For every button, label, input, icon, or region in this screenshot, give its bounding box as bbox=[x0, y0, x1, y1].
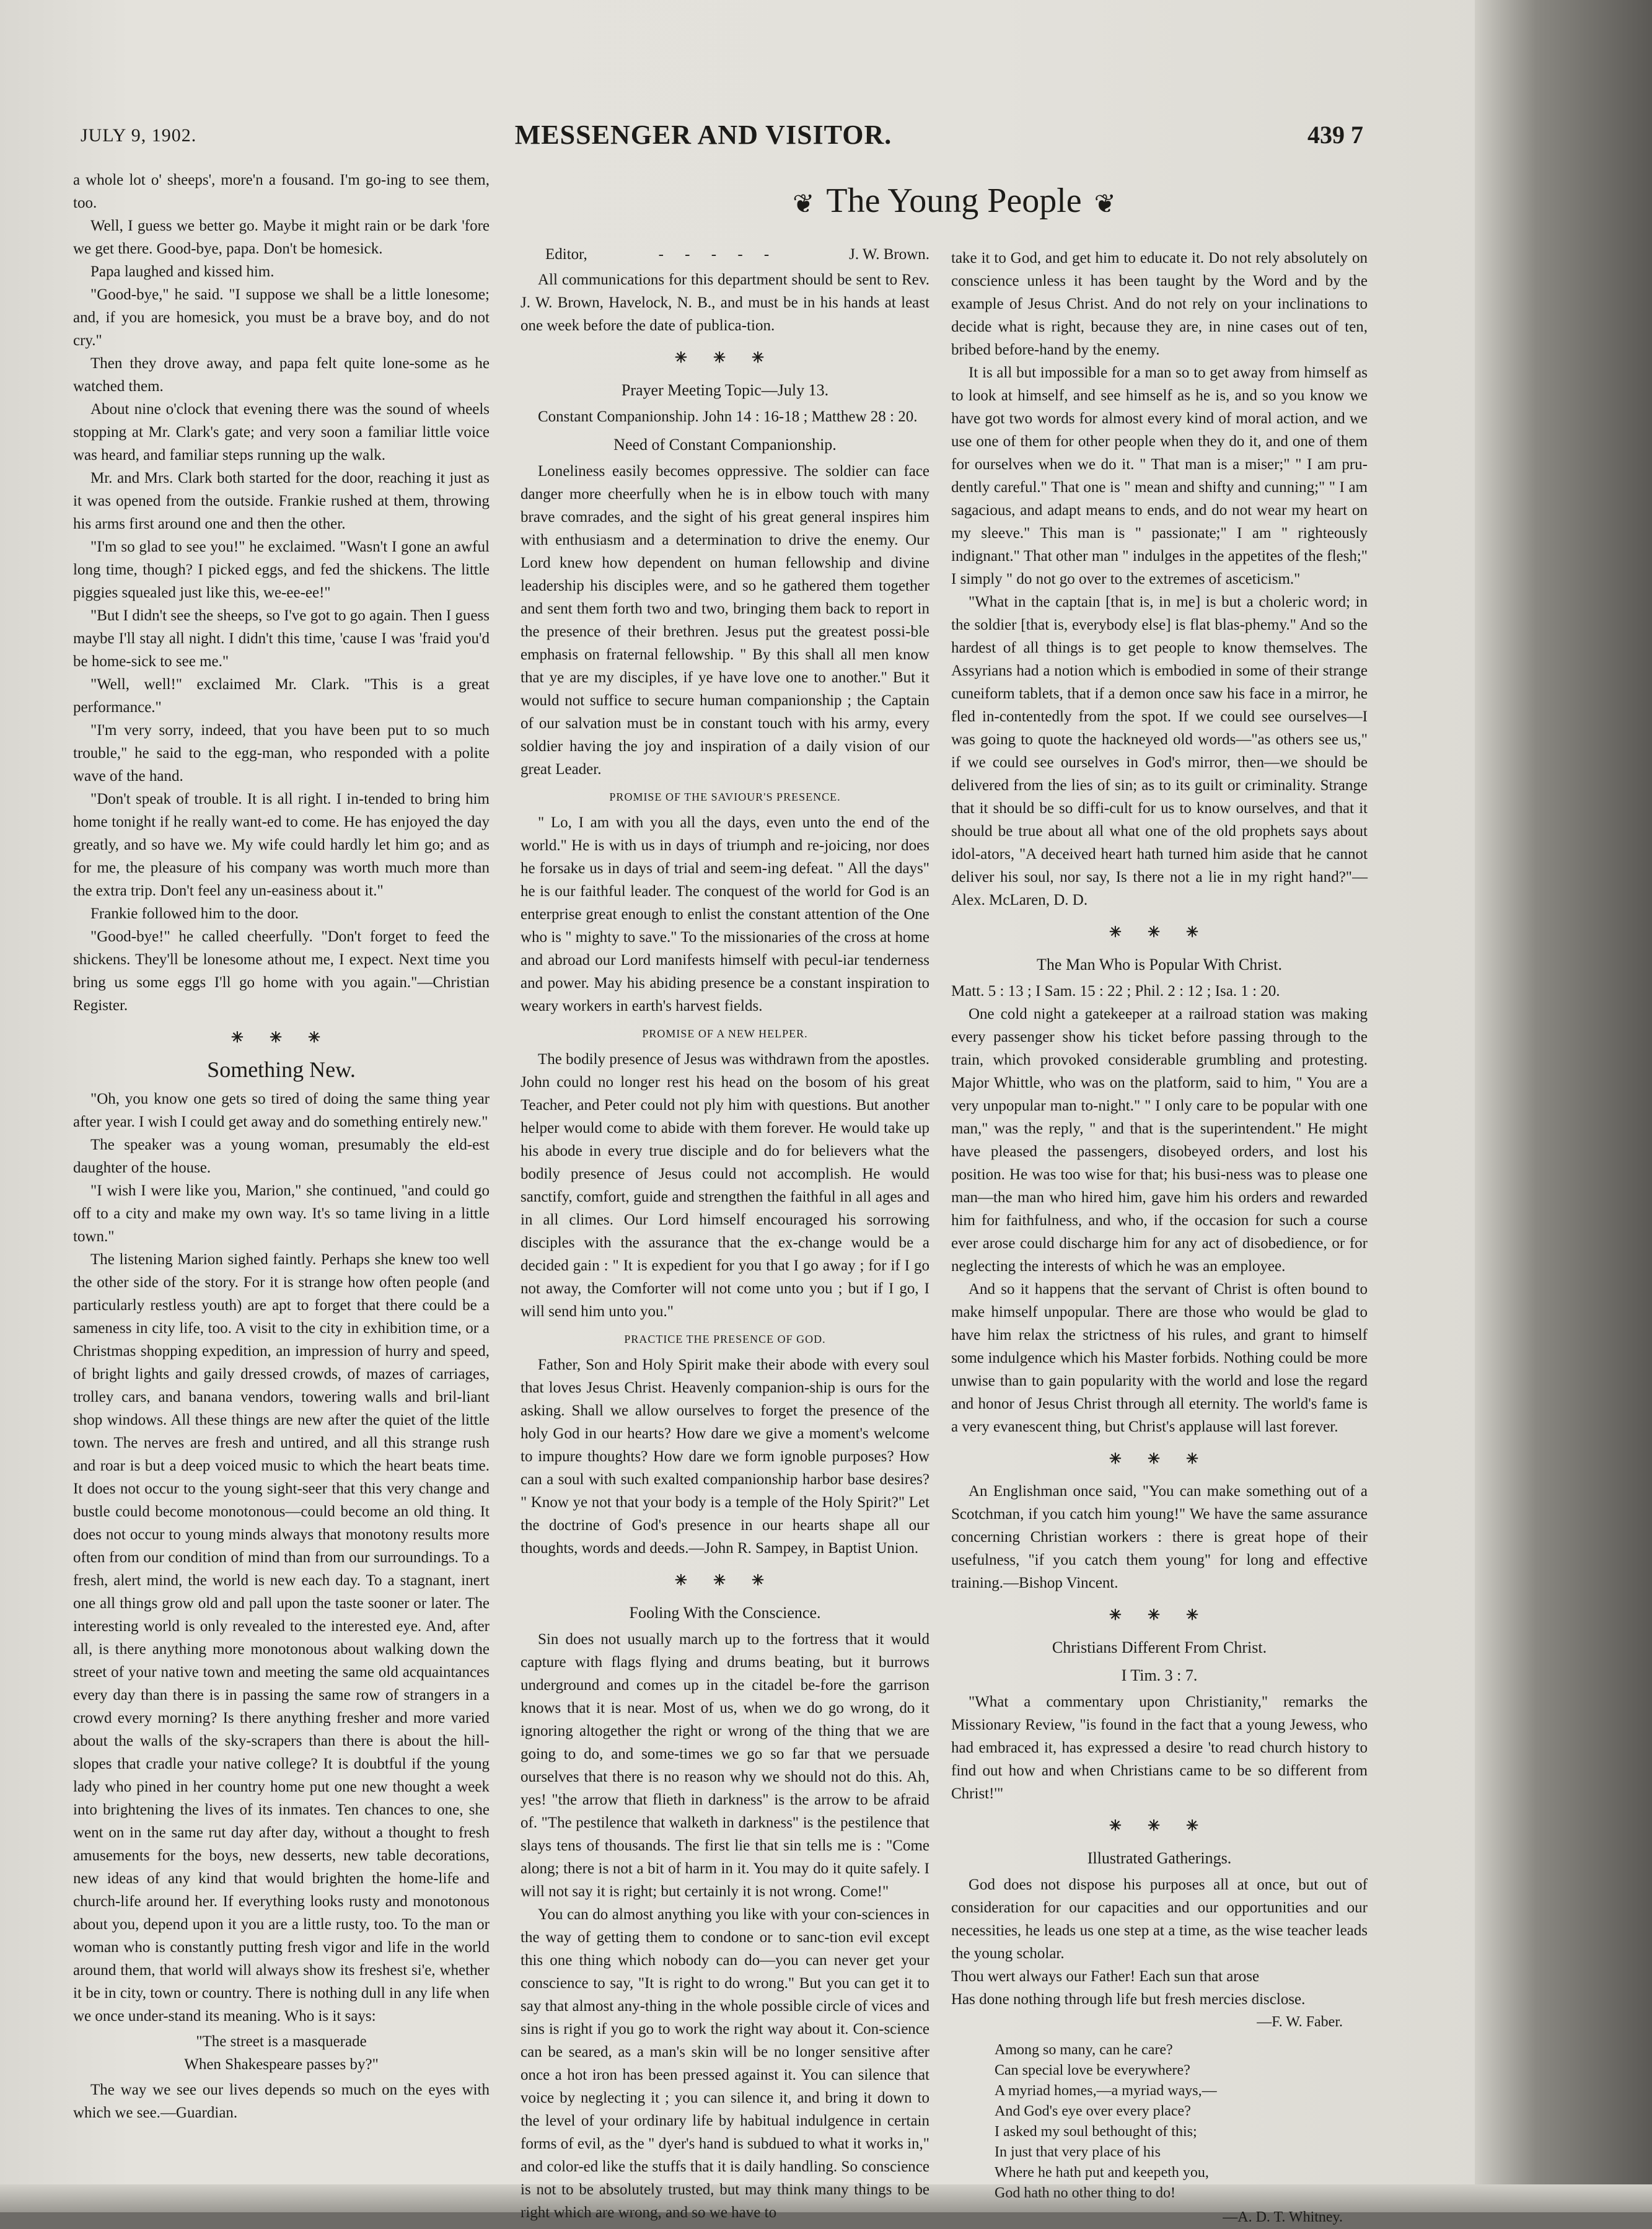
story-paragraph: About nine o'clock that evening there was the sound of wheels stopping at Mr. Clark's gate; and very soon a familiar little voice was heard, and familiar steps running up the walk. bbox=[73, 401, 490, 464]
poem-line: I asked my soul bethought of this; bbox=[995, 2124, 1197, 2140]
story-paragraph: Mr. and Mrs. Clark both started for the door, reaching it just as it was opened from the outside. Frankie rushed at them, throwing his arms first around one and then the other. bbox=[73, 470, 490, 532]
article-paragraph: God does not dispose his purposes all at once, but out of consideration for our capacities and our opportunities and our necessities, he leads us one step at a time, as the wise teacher leads the young scholar. bbox=[951, 1876, 1368, 1962]
poem-line: In just that very place of his bbox=[995, 2144, 1161, 2160]
article-paragraph: The speaker was a young woman, presumably the eld-est daughter of the house. bbox=[73, 1136, 490, 1176]
subheading: PROMISE OF A NEW HELPER. bbox=[642, 1027, 808, 1040]
poem-line: Among so many, can he care? bbox=[995, 2042, 1173, 2058]
article-heading: The Man Who is Popular With Christ. bbox=[1037, 956, 1282, 974]
scripture-ref: I Tim. 3 : 7. bbox=[1121, 1666, 1198, 1684]
section-title: The Young People bbox=[826, 182, 1082, 220]
topic-line: Constant Companionship. John 14 : 16-18 ; Matthew 28 : 20. bbox=[538, 408, 918, 425]
section-divider: ✳ ✳ ✳ bbox=[674, 350, 776, 366]
story-paragraph: Papa laughed and kissed him. bbox=[90, 263, 275, 280]
story-paragraph: "I'm very sorry, indeed, that you have been put to so much trouble," he said to the egg-man, who responded with a polite wave of the hand. bbox=[73, 722, 490, 785]
article-paragraph: Father, Son and Holy Spirit make their abode with every soul that loves Jesus Christ. Heavenly companion-ship is ours for the asking. Shall we allow ourselves to forget the presence of the holy God in our hearts? How dare we give a moment's welcome to impure thoughts? How dare we form ignoble purposes? How can a soul with such exalted companionship harbor base desires? " Know ye not that your body is a temple of the Holy Spirit?" Let the doctrine of God's presence in our hearts shape all our thoughts, words and deeds.—John R. Sampey, in Baptist Union. bbox=[521, 1356, 929, 1557]
poem bbox=[995, 2040, 1368, 2204]
section-divider: ✳ ✳ ✳ bbox=[231, 1030, 332, 1046]
section-divider: ✳ ✳ ✳ bbox=[1109, 1607, 1210, 1624]
poem-line: And God's eye over every place? bbox=[995, 2103, 1191, 2119]
article-paragraph: "What a commentary upon Christianity," remarks the Missionary Review, "is found in the fact that a young Jewess, who had embraced it, has expressed a desire 'to read church history to find out how and when Christians came to be so different from Christ!'" bbox=[951, 1694, 1368, 1802]
scanner-edge bbox=[1475, 0, 1652, 2212]
article-paragraph: Sin does not usually march up to the fortress that it would capture with flags flying and drums beating, but it burrows underground and comes up in the citadel be-fore the garrison knows that it is near. Most of us, when we do go wrong, do it ignoring altogether the right or wrong of the thing that we are going to do, and some-times we go so far that we persuade ourselves that there is no reason why we should not do this. Ah, yes! "the arrow that flieth in darkness" is the arrow to be afraid of. "The pestilence that walketh in darkness" is the pestilence that slays tens of thousands. The first lie that sin tells me is : "Come along; there is not a bit of harm in it. You may do it quite safely. I will not say it is right; but certainly it is not wrong. Come!" bbox=[521, 1631, 929, 1900]
poem-line: Where he hath put and keepeth you, bbox=[995, 2165, 1209, 2181]
article-closing: The way we see our lives depends so much on the eyes with which we see.—Guardian. bbox=[73, 2082, 490, 2121]
story-paragraph: "Don't speak of trouble. It is all right. I in-tended to bring him home tonight if he really want-ed to come. He has enjoyed the day greatly, and so have we. My wife could hardly let him go; and as for me, the pleasure of his company was worth much more than the extra trip. Don't feel any un-easiness about it." bbox=[73, 791, 490, 899]
editor-name: J. W. Brown. bbox=[849, 246, 929, 263]
quote-line: When Shakespeare passes by?" bbox=[184, 2056, 379, 2073]
faber-quote bbox=[951, 1965, 1368, 2034]
article-paragraph: Loneliness easily becomes oppressive. The soldier can face danger more cheerfully when he is in elbow touch with many brave comrades, and the sight of his great general inspires him with enthusiasm and a determination to drive the enemy. Our Lord knew how dependent on human fellowship and divine leadership his disciples were, and so he gathered them together and sent them forth two and two, bringing them back to report in the presence of their brethren. Jesus put the greatest possi-ble emphasis on fraternal fellowship. " By this shall all men know that ye are my disciples, if ye have love one to another." But it would not suffice to secure human companionship ; the Captain of our salvation must be in constant touch with his army, every soldier having the joy and inspiration of a daily vision of our great Leader. bbox=[521, 463, 929, 778]
quote-line: "The street is a masquerade bbox=[196, 2033, 367, 2050]
article-paragraph: And so it happens that the servant of Christ is often bound to make himself unpopular. There are those who would be glad to have him relax the strictness of his rules, and grant to himself some indulgence which his Master forbids. Nothing could be more unwise than to gain popularity with the world and lose the regard and honor of Jesus Christ through all eternity. The world's fame is a very evanescent thing, but Christ's applause will last forever. bbox=[951, 1281, 1368, 1435]
article-paragraph: An Englishman once said, "You can make something out of a Scotchman, if you catch him young!" We have the same assurance concerning Christian workers : there is great hope of their usefulness, "if you catch them young" for long and effective training.—Bishop Vincent. bbox=[951, 1483, 1368, 1591]
issue-date: JULY 9, 1902. bbox=[81, 125, 197, 146]
poem-line: A myriad homes,—a myriad ways,— bbox=[995, 2083, 1217, 2099]
story-paragraph: "Good-bye!" he called cheerfully. "Don't forget to feed the shickens. They'll be lonesome athout me, I expect. Next time you bring us some eggs I'll go home with you again."—Christian Register. bbox=[73, 928, 490, 1014]
article-body bbox=[73, 1088, 490, 2124]
story-paragraph: "I'm so glad to see you!" he exclaimed. "Wasn't I gone an awful long time, though? I picked eggs, and fed the shickens. The little piggies squealed just like this, we-ee-ee!" bbox=[73, 539, 490, 601]
article-heading: Fooling With the Conscience. bbox=[629, 1604, 821, 1622]
quote-line: Thou wert always our Father! Each sun that arose bbox=[951, 1968, 1260, 1985]
poem-attribution: —A. D. T. Whitney. bbox=[1223, 2209, 1343, 2225]
article-heading: Illustrated Gatherings. bbox=[1087, 1849, 1232, 1867]
article-paragraph: The listening Marion sighed faintly. Perhaps she knew too well the other side of the story. For it is strange how often people (and particularly restless youth) are apt to forget that there could be a sameness in city life, too. A visit to the city in exhibition time, or a Christmas shopping expedition, an impression of hurry and speed, of bright lights and gaily dressed crowds, of mazes of carriages, trolley cars, and banana vendors, towering walls and bril-liant shop windows. All these things are new after the quiet of the little town. The nerves are fresh and untired, and all this strange rush and roar is but a deep voiced music to which the heart beats time. It does not occur to the young sight-seer that this very change and bustle could become monotonous—could become an old thing. It does not occur to young minds always that monotony results more often from our condition of mind than from our surroundings. To a fresh, alert mind, the world is new each day. To a stagnant, inert one all things grow old and pall upon the taste sooner or later. The interesting world is only revealed to the interested eye. And, after all, is there anything more monotonous about walking down the street of your native town and meeting the same old acquaintances every day than there is in passing the same row of strangers in a crowd every morning? Is there anything fresher and more varied about the walls of the sky-scrapers than there is about the hill-slopes that cradle your native college? It is doubtful if the young lady who pined in her country home put one new thought a week into brightening the lives of its inmates. Ten chances to one, she went on in the same rut day after day, without a thought to fresh amusements for the boys, new desserts, new table decorations, new ideas of any kind that would brighten the home-life and church-life around her. If everything looks rusty and monotonous about you, depend upon it you are a little rusty, too. To the man or woman who is constantly putting fresh vigor and life in the world around them, that world will always show its freshest si'e, whether it be in city, town or country. There is nothing dull in any life when we once under-stand its meaning. Who is it says: bbox=[73, 1251, 490, 2025]
story-continuation bbox=[73, 169, 490, 1017]
editor-label: Editor, bbox=[545, 246, 587, 263]
column-left bbox=[73, 169, 490, 2124]
poem-line: God hath no other thing to do! bbox=[995, 2185, 1175, 2201]
column-middle bbox=[521, 243, 929, 2224]
article-paragraph: take it to God, and get him to educate it. Do not rely absolutely on conscience unless it has been taught by the Word and by the example of Jesus Christ. And do not rely on your inclinations to decide what is right, because they are, in nine cases out of ten, bribed before-hand by the enemy. bbox=[951, 250, 1368, 358]
notice-paragraph: All communications for this department should be sent to Rev. J. W. Brown, Havelock, N. B., and must be in his hands at least one week before the date of publica-tion. bbox=[521, 271, 929, 334]
story-paragraph: Then they drove away, and papa felt quite lone-some as he watched them. bbox=[73, 355, 490, 395]
article-heading: Something New. bbox=[207, 1057, 356, 1082]
story-paragraph: "Good-bye," he said. "I suppose we shall be a little lonesome; and, if you are homesick, you must be a brave boy, and do not cry." bbox=[73, 286, 490, 349]
column-right bbox=[951, 247, 1368, 2229]
editor-line bbox=[545, 243, 929, 266]
editor-dots: - - - - - bbox=[658, 246, 778, 263]
section-banner bbox=[762, 181, 1146, 221]
article-paragraph: You can do almost anything you like with your con-sciences in the way of getting them to condone or to sanc-tion evil except this one thing which nobody can do—you can never get your conscience to say, "It is right to do wrong." But you can get it to say that almost any-thing in the whole possible circle of vices and sins is right if you go to work the right way about it. Con-science can be seared, as a man's skin will be no longer sensitive after once a hot iron has been pressed against it. You can silence that voice by neglecting it ; you can silence it, and bring it down to the level of your ordinary life by habitual indulgence in certain forms of evil, as the " dyer's hand is subdued to what it works in," and color-ed like the stuffs that it is daily handling. So conscience is not to be absolutely trusted, but may think many things to be right which are wrong, and so we have to bbox=[521, 1906, 929, 2221]
story-paragraph: "Well, well!" exclaimed Mr. Clark. "This is a great performance." bbox=[73, 676, 490, 716]
story-paragraph: Well, I guess we better go. Maybe it might rain or be dark 'fore we get there. Good-bye, papa. Don't be homesick. bbox=[73, 218, 490, 257]
subheading: Need of Constant Companionship. bbox=[613, 436, 837, 454]
section-divider: ✳ ✳ ✳ bbox=[1109, 1451, 1210, 1467]
page-number: 439 7 bbox=[1307, 121, 1363, 149]
section-divider: ✳ ✳ ✳ bbox=[1109, 925, 1210, 941]
story-paragraph: a whole lot o' sheeps', more'n a fousand. I'm go-ing to see them, too. bbox=[73, 172, 490, 211]
masthead bbox=[43, 119, 1363, 162]
article-paragraph: "What in the captain [that is, in me] is but a choleric word; in the soldier [that is, everybody else] is flat blas-phemy." And so the hardest of all things is to get people to know themselves. The Assyrians had a notion which is embodied in some of their strange cuneiform tablets, that if a demon once saw his face in a mirror, he fled in-contentedly from the spot. If we could see ourselves—I was going to quote the hackneyed old words—"as others see us," if we could see ourselves in God's mirror, then—we should be delivered from the lies of sin; as to its guilt or criminality. Strange that it should be so diffi-cult for us to know ourselves, and that it should be true about all what one of the old prophets says about idol-ators, "A deceived heart hath turned him aside that he cannot deliver his soul, nor say, Is there not a lie in my right hand?"—Alex. McLaren, D. D. bbox=[951, 594, 1368, 908]
quote-attribution: —F. W. Faber. bbox=[1257, 2014, 1343, 2030]
story-paragraph: Frankie followed him to the door. bbox=[90, 905, 299, 922]
fleuron-icon: ❦ bbox=[793, 190, 815, 219]
section-divider: ✳ ✳ ✳ bbox=[1109, 1818, 1210, 1834]
article-heading: Christians Different From Christ. bbox=[1052, 1638, 1267, 1656]
article-paragraph: " Lo, I am with you all the days, even unto the end of the world." He is with us in days of triumph and re-joicing, nor does he forsake us in days of trial and seem-ing defeat. " All the days" he is our faithful leader. The conquest of the world for God is an enterprise great enough to enlist the constant attention of the One who is " mighty to save." To the missionaries of the cross at home and abroad our Lord manifests himself with pecul-iar tenderness and power. May his abiding presence be a constant inspiration to weary workers in earth's harvest fields. bbox=[521, 814, 929, 1014]
subheading: PROMISE OF THE SAVIOUR'S PRESENCE. bbox=[609, 791, 841, 803]
newspaper-title: MESSENGER AND VISITOR. bbox=[514, 120, 892, 150]
story-paragraph: "But I didn't see the sheeps, so I've got to go again. Then I guess maybe I'll stay all night. I didn't this time, 'cause I was 'fraid you'd be home-sick to see me." bbox=[73, 607, 490, 670]
quote-block bbox=[73, 2030, 490, 2076]
fleuron-icon: ❦ bbox=[1094, 190, 1116, 219]
scripture-refs: Matt. 5 : 13 ; I Sam. 15 : 22 ; Phil. 2 : 12 ; Isa. 1 : 20. bbox=[951, 983, 1280, 1000]
article-paragraph: "Oh, you know one gets so tired of doing the same thing year after year. I wish I could get away and do something entirely new." bbox=[73, 1091, 490, 1130]
topic-heading: Prayer Meeting Topic—July 13. bbox=[621, 381, 829, 399]
poem-line: Can special love be everywhere? bbox=[995, 2062, 1190, 2078]
article-paragraph: It is all but impossible for a man so to get away from himself as to look at himself, and see himself as he is, and so you know we have got two words for almost every kind of moral action, and we use one of them for other people when they do it, and one of them for ourselves when we do it. " That man is a miser;" " I am pru-dently careful." That one is " mean and shifty and cunning;" " I am sagacious, and adapt means to ends, and do not wear my heart on my sleeve." This man is " passionate;" I am " righteously indignant." That other man " indulges in the appetites of the flesh;" I simply " do not go over to the extremes of asceticism." bbox=[951, 364, 1368, 587]
subheading: PRACTICE THE PRESENCE OF GOD. bbox=[624, 1333, 826, 1345]
article-paragraph: One cold night a gatekeeper at a railroad station was making every passenger show his ticket before passing through to the train, which provoked considerable grumbling and protesting. Major Whittle, who was on the platform, said to him, " You are a very unpopular man to-night." " I only care to be popular with one man," was the reply, " and that is the superintendent." He might have pleased the passengers, disobeyed orders, and lost his position. He was too wise for that; his busi-ness was to please one man—the man who hired him, gave him his orders and rewarded him for faithfulness, and who, if the occasion for such a course ever arose could discharge him for any act of disobedience, or for neglecting the interests of which he was an employee. bbox=[951, 1006, 1368, 1275]
quote-line: Has done nothing through life but fresh mercies disclose. bbox=[951, 1991, 1306, 2008]
article-paragraph: The bodily presence of Jesus was withdrawn from the apostles. John could no longer rest his head on the bosom of his great Teacher, and Peter could not ply him with questions. But another helper would come to abide with them forever. He would take up his abode in every true disciple and do for believers what the bodily presence of Jesus could not accomplish. He would sanctify, comfort, guide and strengthen the faithful in all ages and in all climes. Our Lord himself encouraged his sorrowing disciples with the assurance that the ex-change would be a decided gain : " It is expedient for you that I go away ; for if I go not away, the Comforter will not come unto you ; but if I go, I will send him unto you." bbox=[521, 1051, 929, 1320]
section-divider: ✳ ✳ ✳ bbox=[674, 1573, 776, 1589]
article-paragraph: "I wish I were like you, Marion," she continued, "and could go off to a city and make my own way. It's so tame living in a little town." bbox=[73, 1182, 490, 1245]
